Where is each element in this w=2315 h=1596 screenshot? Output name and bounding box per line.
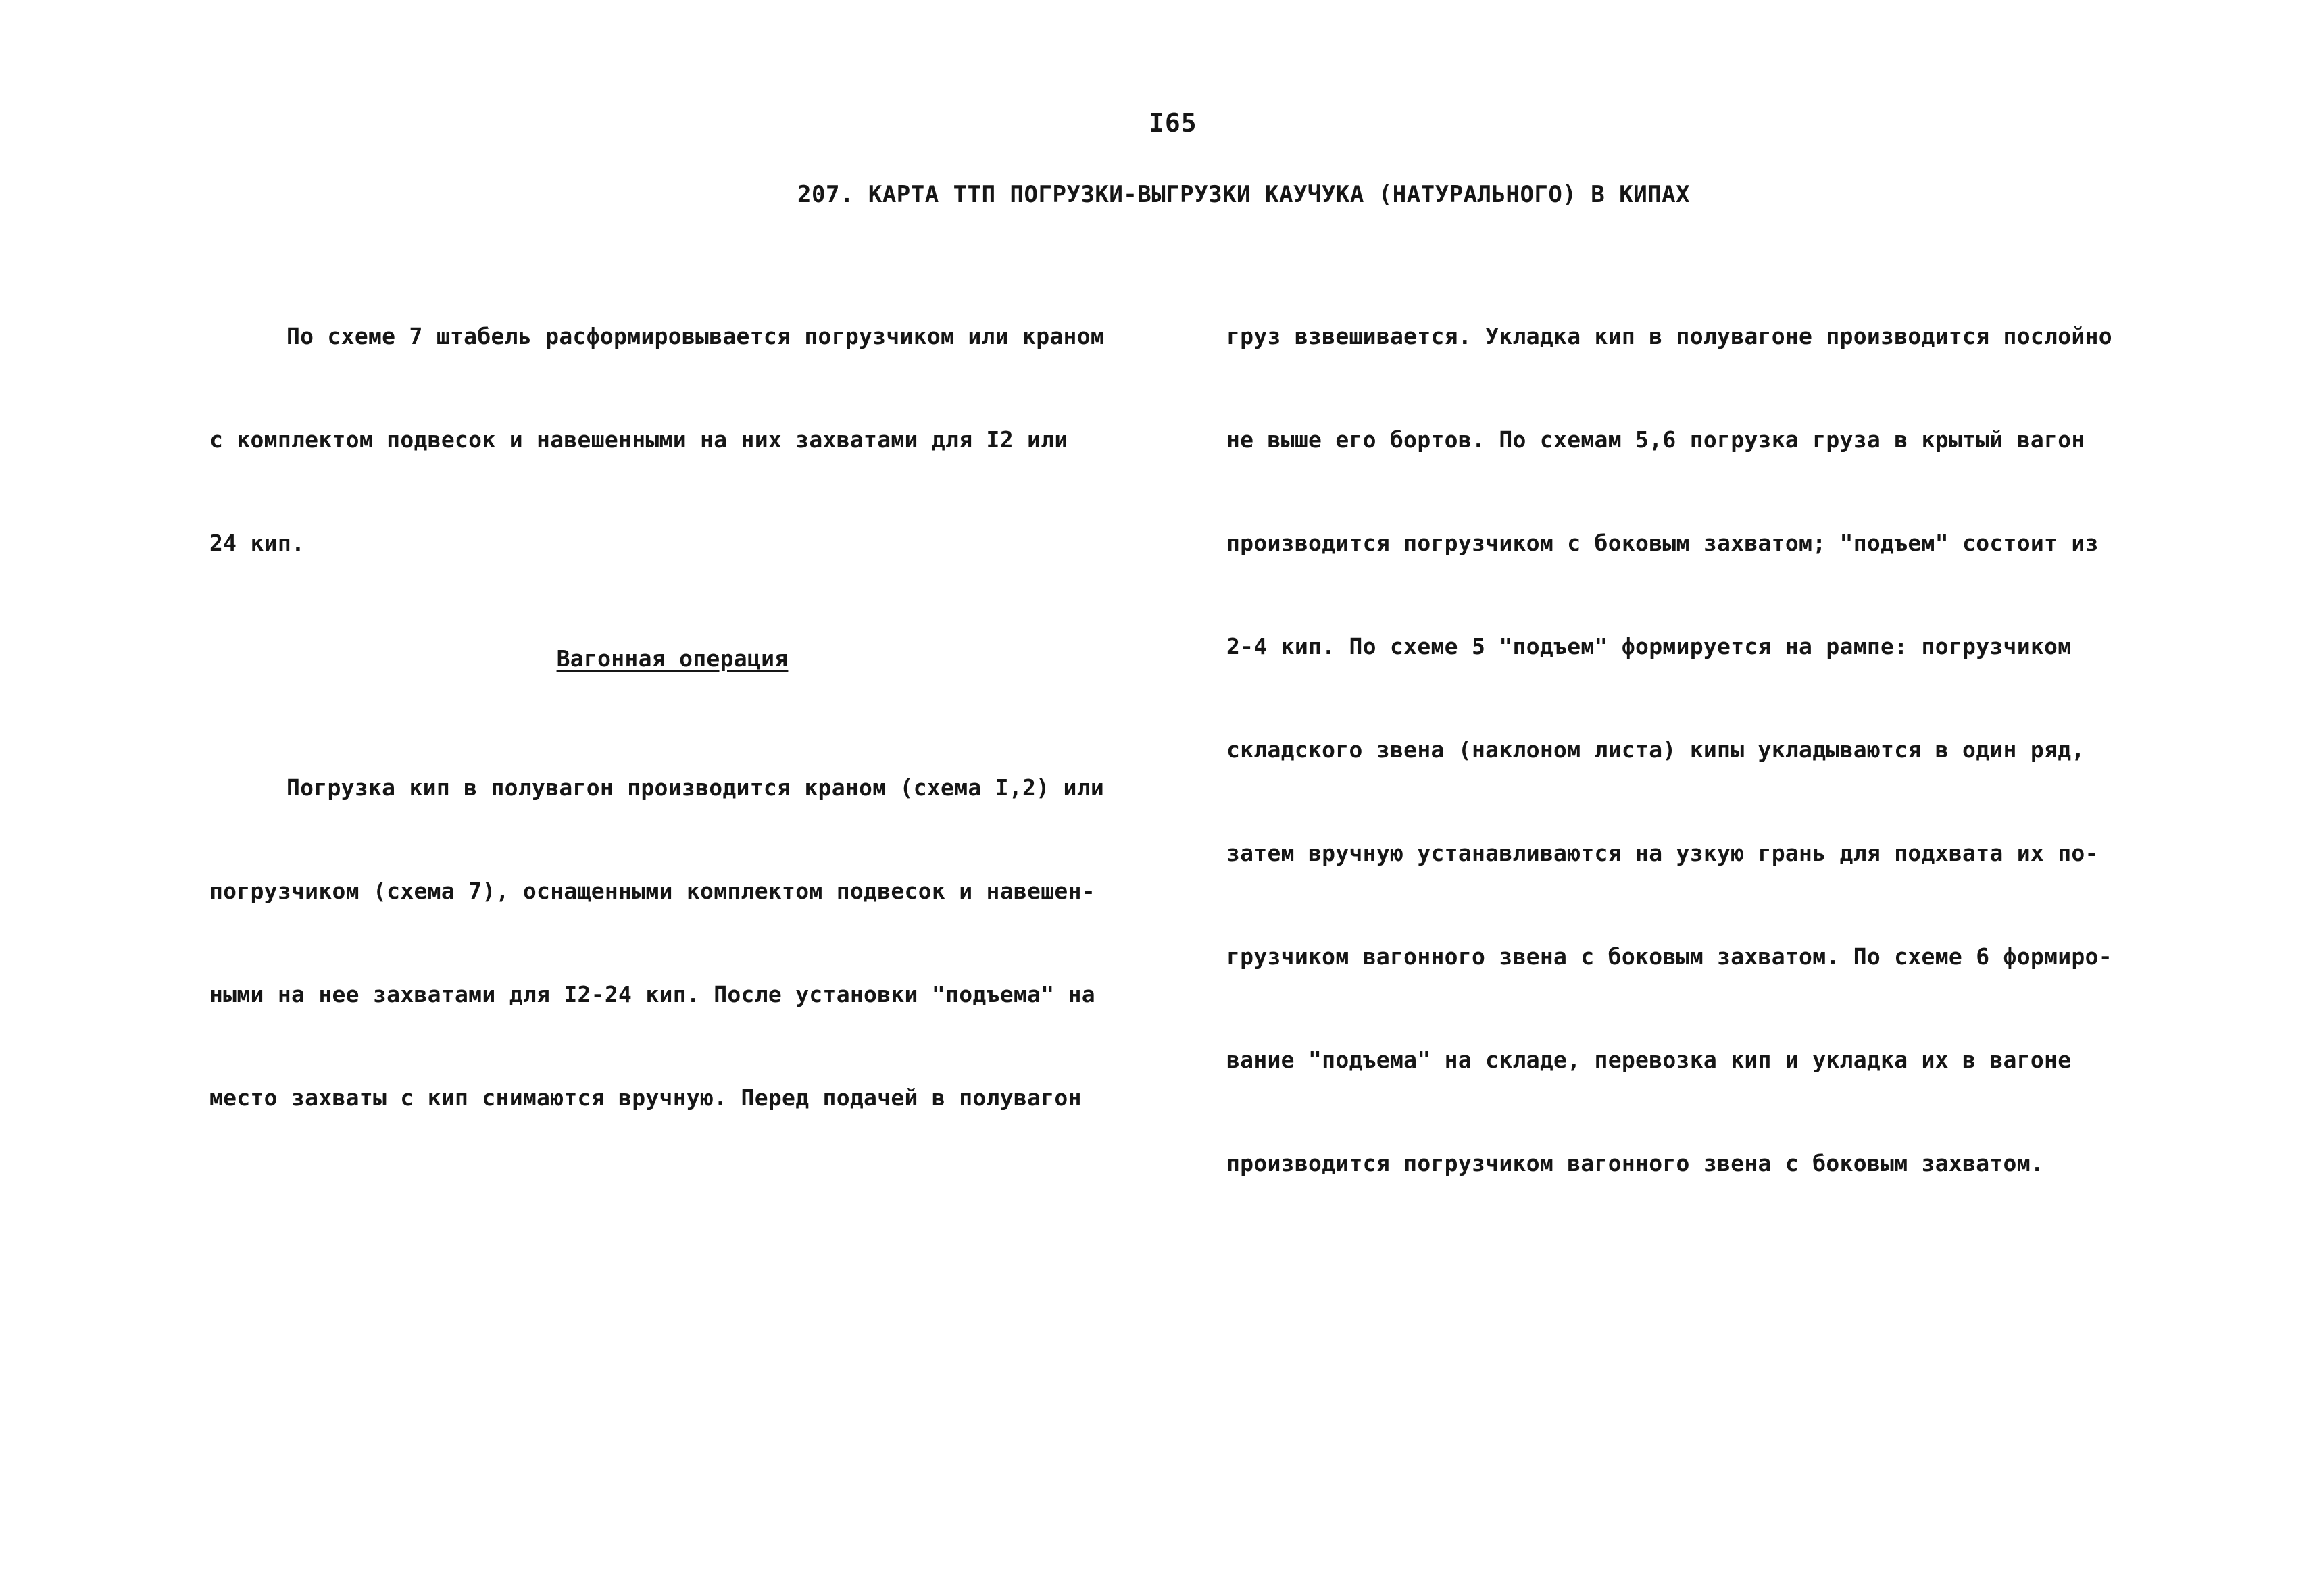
- page-number: I65: [1149, 108, 1197, 138]
- right-line-4: 2-4 кип. По схеме 5 "подъем" формируется на рампе: погрузчиком: [1226, 633, 2072, 659]
- right-line-6: затем вручную устанавливаются на узкую грань для подхвата их по-: [1226, 840, 2099, 866]
- right-line-5: складского звена (наклоном листа) кипы укладываются в один ряд,: [1226, 737, 2085, 763]
- right-line-1: груз взвешивается. Укладка кип в полувагоне производится послойно: [1226, 323, 2112, 349]
- right-column: [1226, 250, 2159, 1215]
- left-para2-line-3: ными на нее захватами для I2-24 кип. После установки "подъема" на: [209, 981, 1095, 1007]
- right-line-8: вание "подъема" на складе, перевозка кип и укладка их в вагоне: [1226, 1047, 2072, 1073]
- left-column: [209, 250, 1135, 1149]
- left-para1-line-1: По схеме 7 штабель расформировывается погрузчиком или краном: [287, 323, 1105, 349]
- left-para1-line-2: с комплектом подвесок и навешенными на них захватами для I2 или: [209, 426, 1068, 453]
- right-line-2: не выше его бортов. По схемам 5,6 погрузка груза в крытый вагон: [1226, 426, 2085, 453]
- right-line-3: производится погрузчиком с боковым захватом; "подъем" состоит из: [1226, 530, 2099, 556]
- left-para2-line-2: погрузчиком (схема 7), оснащенными комплектом подвесок и навешен-: [209, 878, 1095, 904]
- right-line-9: производится погрузчиком вагонного звена с боковым захватом.: [1226, 1150, 2045, 1176]
- left-para2-line-4: место захваты с кип снимаются вручную. Перед подачей в полувагон: [209, 1084, 1082, 1111]
- left-para1-line-3: 24 кип.: [209, 530, 305, 556]
- right-line-7: грузчиком вагонного звена с боковым захватом. По схеме 6 формиро-: [1226, 943, 2112, 970]
- section-heading: Вагонная операция: [556, 645, 789, 672]
- left-para2-line-1: Погрузка кип в полувагон производится краном (схема I,2) или: [287, 774, 1105, 801]
- page-title: 207. КАРТА ТТП ПОГРУЗКИ-ВЫГРУЗКИ КАУЧУКА (НАТУРАЛЬНОГО) В КИПАХ: [797, 181, 1691, 208]
